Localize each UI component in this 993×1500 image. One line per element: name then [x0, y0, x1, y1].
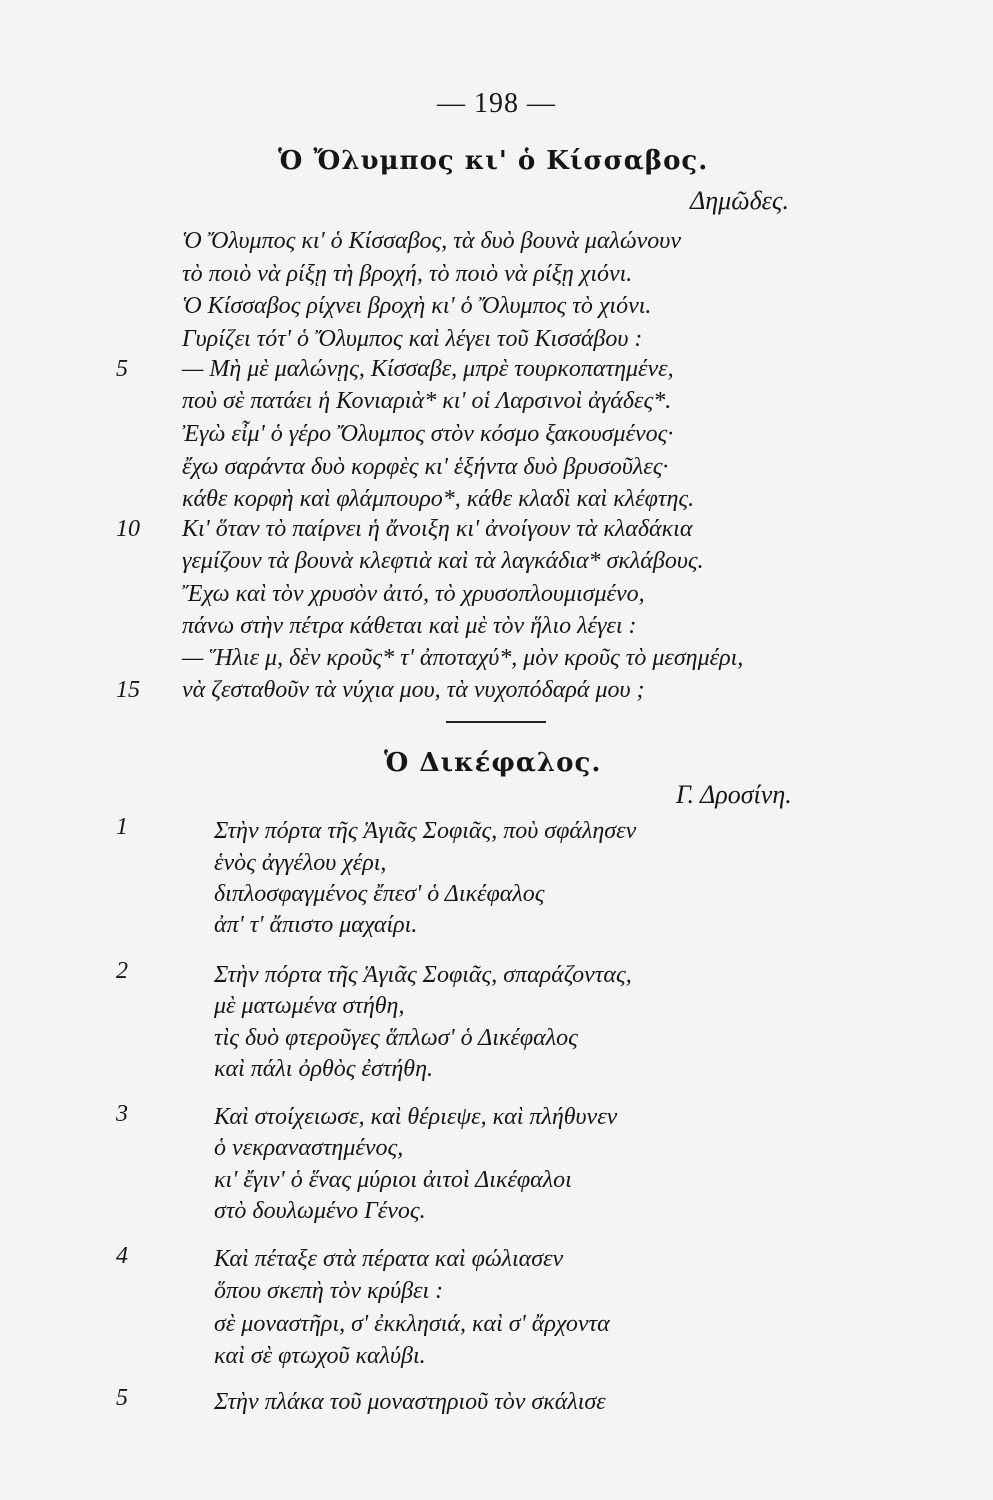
- stanza-line: σὲ μοναστῆρι, σ' ἐκκλησιά, καὶ σ' ἄρχοντα: [214, 1311, 610, 1337]
- stanza-line: Στὴν πόρτα τῆς Ἁγιᾶς Σοφιᾶς, σπαράζοντας,: [214, 962, 632, 988]
- stanza-number: 5: [116, 1385, 128, 1411]
- poem1-line: νὰ ζεσταθοῦν τὰ νύχια μου, τὰ νυχοπόδαρά μου ;: [182, 677, 645, 703]
- stanza-number: 3: [116, 1101, 128, 1127]
- stanza-line: Στὴν πλάκα τοῦ μοναστηριοῦ τὸν σκάλισε: [214, 1389, 606, 1415]
- poem2-attribution: Γ. Δροσίνη.: [676, 780, 792, 809]
- poem1-line: — Ἥλιε μ, δὲν κροῦς* τ' ἀποταχύ*, μὸν κροῦς τὸ μεσημέρι,: [182, 645, 744, 671]
- stanza-number: 1: [116, 814, 128, 840]
- poem1-line: Ἔχω καὶ τὸν χρυσὸν ἀιτό, τὸ χρυσοπλουμισμένο,: [182, 581, 645, 607]
- poem1-line: πάνω στὴν πέτρα κάθεται καὶ μὲ τὸν ἥλιο λέγει :: [182, 613, 637, 639]
- poem1-line: ἔχω σαράντα δυὸ κορφὲς κι' ἑξήντα δυὸ βρυσοῦλες·: [182, 454, 669, 480]
- poem1-line: κάθε κορφὴ καὶ φλάμπουρο*, κάθε κλαδὶ καὶ κλέφτης.: [182, 486, 695, 512]
- poem1-line: Ἐγὼ εἶμ' ὁ γέρο Ὄλυμπος στὸν κόσμο ξακουσμένος·: [182, 421, 674, 447]
- stanza-line: καὶ πάλι ὀρθὸς ἐστήθη.: [214, 1056, 433, 1082]
- poem1-line: Ὁ Κίσσαβος ρίχνει βροχὴ κι' ὁ Ὄλυμπος τὸ χιόνι.: [182, 293, 652, 319]
- poem1-line-number: 10: [116, 516, 140, 542]
- stanza-line: ὅπου σκεπὴ τὸν κρύβει :: [214, 1278, 444, 1304]
- stanza-line: ὁ νεκραναστημένος,: [214, 1135, 404, 1161]
- page-number: — 198 —: [437, 88, 556, 119]
- stanza-line: Καὶ πέταξε στὰ πέρατα καὶ φώλιασεν: [214, 1246, 564, 1272]
- poem1-line: γεμίζουν τὰ βουνὰ κλεφτιὰ καὶ τὰ λαγκάδια* σκλάβους.: [182, 548, 704, 574]
- poem1-line-number: 15: [116, 677, 140, 703]
- stanza-line: Καὶ στοίχειωσε, καὶ θέριεψε, καὶ πλήθυνεν: [214, 1104, 618, 1130]
- stanza-line: διπλοσφαγμένος ἔπεσ' ὁ Δικέφαλος: [214, 881, 545, 907]
- poem1-title: Ὁ Ὄλυμπος κι' ὁ Κίσσαβος.: [278, 146, 709, 176]
- poem1-line: Ὁ Ὄλυμπος κι' ὁ Κίσσαβος, τὰ δυὸ βουνὰ μαλώνουν: [182, 228, 681, 254]
- stanza-line: τὶς δυὸ φτεροῦγες ἅπλωσ' ὁ Δικέφαλος: [214, 1025, 578, 1051]
- poem2-title: Ὁ Δικέφαλος.: [384, 748, 602, 778]
- poem1-line: — Μὴ μὲ μαλώνῃς, Κίσσαβε, μπρὲ τουρκοπατημένε,: [182, 356, 674, 382]
- stanza-line: κι' ἔγιν' ὁ ἕνας μύριοι ἀιτοὶ Δικέφαλοι: [214, 1167, 572, 1193]
- stanza-line: ἑνὸς ἀγγέλου χέρι,: [214, 850, 387, 876]
- poem1-line-number: 5: [116, 356, 128, 382]
- stanza-number: 4: [116, 1243, 128, 1269]
- section-divider: [446, 721, 546, 723]
- poem1-line: Γυρίζει τότ' ὁ Ὄλυμπος καὶ λέγει τοῦ Κισσάβου :: [182, 326, 643, 352]
- stanza-line: Στὴν πόρτα τῆς Ἁγιᾶς Σοφιᾶς, ποὺ σφάλησεν: [214, 818, 637, 844]
- stanza-line: μὲ ματωμένα στήθη,: [214, 993, 405, 1019]
- poem1-line: Κι' ὅταν τὸ παίρνει ἡ ἄνοιξη κι' ἀνοίγουν τὰ κλαδάκια: [182, 516, 693, 542]
- stanza-line: ἀπ' τ' ἄπιστο μαχαίρι.: [214, 912, 418, 938]
- poem1-line: τὸ ποιὸ νὰ ρίξῃ τὴ βροχή, τὸ ποιὸ νὰ ρίξῃ χιόνι.: [182, 261, 633, 287]
- poem1-line: ποὺ σὲ πατάει ἡ Κονιαριὰ* κι' οἱ Λαρσινοὶ ἀγάδες*.: [182, 388, 672, 414]
- stanza-number: 2: [116, 958, 128, 984]
- stanza-line: καὶ σὲ φτωχοῦ καλύβι.: [214, 1343, 426, 1369]
- stanza-line: στὸ δουλωμένο Γένος.: [214, 1198, 426, 1224]
- poem1-attribution: Δημῶδες.: [690, 186, 789, 215]
